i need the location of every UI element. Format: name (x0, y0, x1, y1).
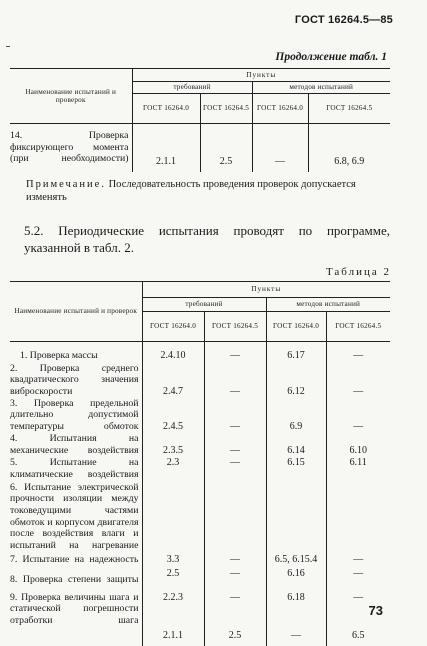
table-row (10, 433, 390, 457)
row-name: 1. Проверка массы (20, 349, 98, 361)
page-header: ГОСТ 16264.5—85 (294, 14, 393, 26)
cell: 6.16 (266, 568, 326, 592)
table-row (10, 457, 390, 481)
table-1 (10, 68, 390, 172)
gost-header: ГОСТ 16264.5 (200, 94, 252, 124)
cell: 6.17 (266, 349, 326, 363)
gost-header: ГОСТ 16264.5 (308, 94, 390, 124)
col-group-header: Пункты (142, 282, 390, 298)
cell: 6.11 (326, 457, 390, 481)
table-row (10, 349, 390, 363)
table-row (10, 592, 390, 627)
cell: — (326, 592, 390, 627)
cell: 6.5 (326, 626, 390, 646)
gost-header: ГОСТ 16264.5 (204, 312, 266, 342)
paragraph-5-2: 5.2. Периодические испытания проводят по программе, указанной в табл. 2. (24, 223, 390, 255)
cell: — (252, 124, 308, 172)
margin-mark (6, 46, 10, 47)
cell: — (326, 349, 390, 363)
cell: 2.2.3 (142, 592, 204, 627)
table-row (10, 568, 390, 592)
cell: — (326, 398, 390, 433)
table-note (26, 178, 390, 204)
cell (326, 481, 390, 553)
gost-header: ГОСТ 16264.0 (252, 94, 308, 124)
cell: 6.9 (266, 398, 326, 433)
subheader-methods: методов испытаний (266, 298, 390, 312)
col-group-header: Пункты (132, 69, 390, 82)
table-row (10, 398, 390, 433)
cell: 2.4.7 (142, 363, 204, 398)
cell: — (204, 457, 266, 481)
row-name: 7. Испытание на надежность (10, 554, 139, 566)
cell: 2.4.10 (142, 349, 204, 363)
note-label: Примечание. (26, 179, 106, 190)
gost-header: ГОСТ 16264.5 (326, 312, 390, 342)
row-name: 5. Испытание на климатические воздействия (10, 456, 139, 480)
table-row (10, 481, 390, 553)
row-name: 14. Проверка фиксирующего момента (при необходимости) (10, 130, 129, 165)
cell (266, 481, 326, 553)
cell: — (204, 349, 266, 363)
page-number: 73 (368, 603, 383, 618)
cell: 2.4.5 (142, 398, 204, 433)
cell: 3.3 (142, 553, 204, 568)
note-text: Последовательность проведения проверок допускается изменять (26, 179, 356, 203)
col-name-header: Наименование испытаний и проверок (10, 69, 132, 124)
row-name (10, 626, 142, 646)
row-name: 4. Испытания на механические воздействия (10, 432, 139, 456)
cell: — (204, 592, 266, 627)
cell: — (266, 626, 326, 646)
cell: — (204, 433, 266, 457)
cell: 6.5, 6.15.4 (266, 553, 326, 568)
row-name: 3. Проверка предельной длительно допустимой температуры обмоток (10, 397, 139, 432)
subheader-requirements: требований (142, 298, 266, 312)
gost-header: ГОСТ 16264.0 (132, 94, 200, 124)
cell: — (326, 568, 390, 592)
table-row (10, 363, 390, 398)
cell: 2.3.5 (142, 433, 204, 457)
cell (204, 481, 266, 553)
cell: 6.18 (266, 592, 326, 627)
row-name: 9. Проверка величины шага и статической погрешности отработки шага (10, 591, 139, 626)
cell: 6.15 (266, 457, 326, 481)
cell: 2.1.1 (142, 626, 204, 646)
table-row (10, 626, 390, 646)
subheader-requirements: требований (132, 82, 252, 94)
table-continuation-label: Продолжение табл. 1 (275, 51, 387, 63)
cell: — (326, 363, 390, 398)
cell: — (204, 363, 266, 398)
cell: 6.14 (266, 433, 326, 457)
cell: — (204, 568, 266, 592)
cell: — (204, 398, 266, 433)
cell: 2.5 (204, 626, 266, 646)
table-2 (10, 281, 390, 646)
cell: — (204, 553, 266, 568)
table-row (10, 124, 390, 172)
cell: 2.1.1 (132, 124, 200, 172)
row-name: 6. Испытание электрической прочности изоляции между токоведущими частями обмоток и корпусом двигателя после воздействия влаги и испытаний на нагревание (10, 481, 139, 551)
cell: 6.12 (266, 363, 326, 398)
gost-header: ГОСТ 16264.0 (142, 312, 204, 342)
gost-header: ГОСТ 16264.0 (266, 312, 326, 342)
table-row (10, 553, 390, 568)
cell: 6.8, 6.9 (308, 124, 390, 172)
row-name: 8. Проверка степени защиты (10, 573, 139, 585)
col-name-header: Наименование испытаний и проверок (10, 282, 142, 342)
row-name: 2. Проверка среднего квадратического значения виброскорости (10, 362, 139, 397)
table-2-caption: Таблица 2 (325, 266, 391, 278)
cell: 2.5 (200, 124, 252, 172)
cell: 2.3 (142, 457, 204, 481)
cell: 6.10 (326, 433, 390, 457)
cell: 2.5 (142, 568, 204, 592)
cell (142, 481, 204, 553)
subheader-methods: методов испытаний (252, 82, 390, 94)
cell: — (326, 553, 390, 568)
